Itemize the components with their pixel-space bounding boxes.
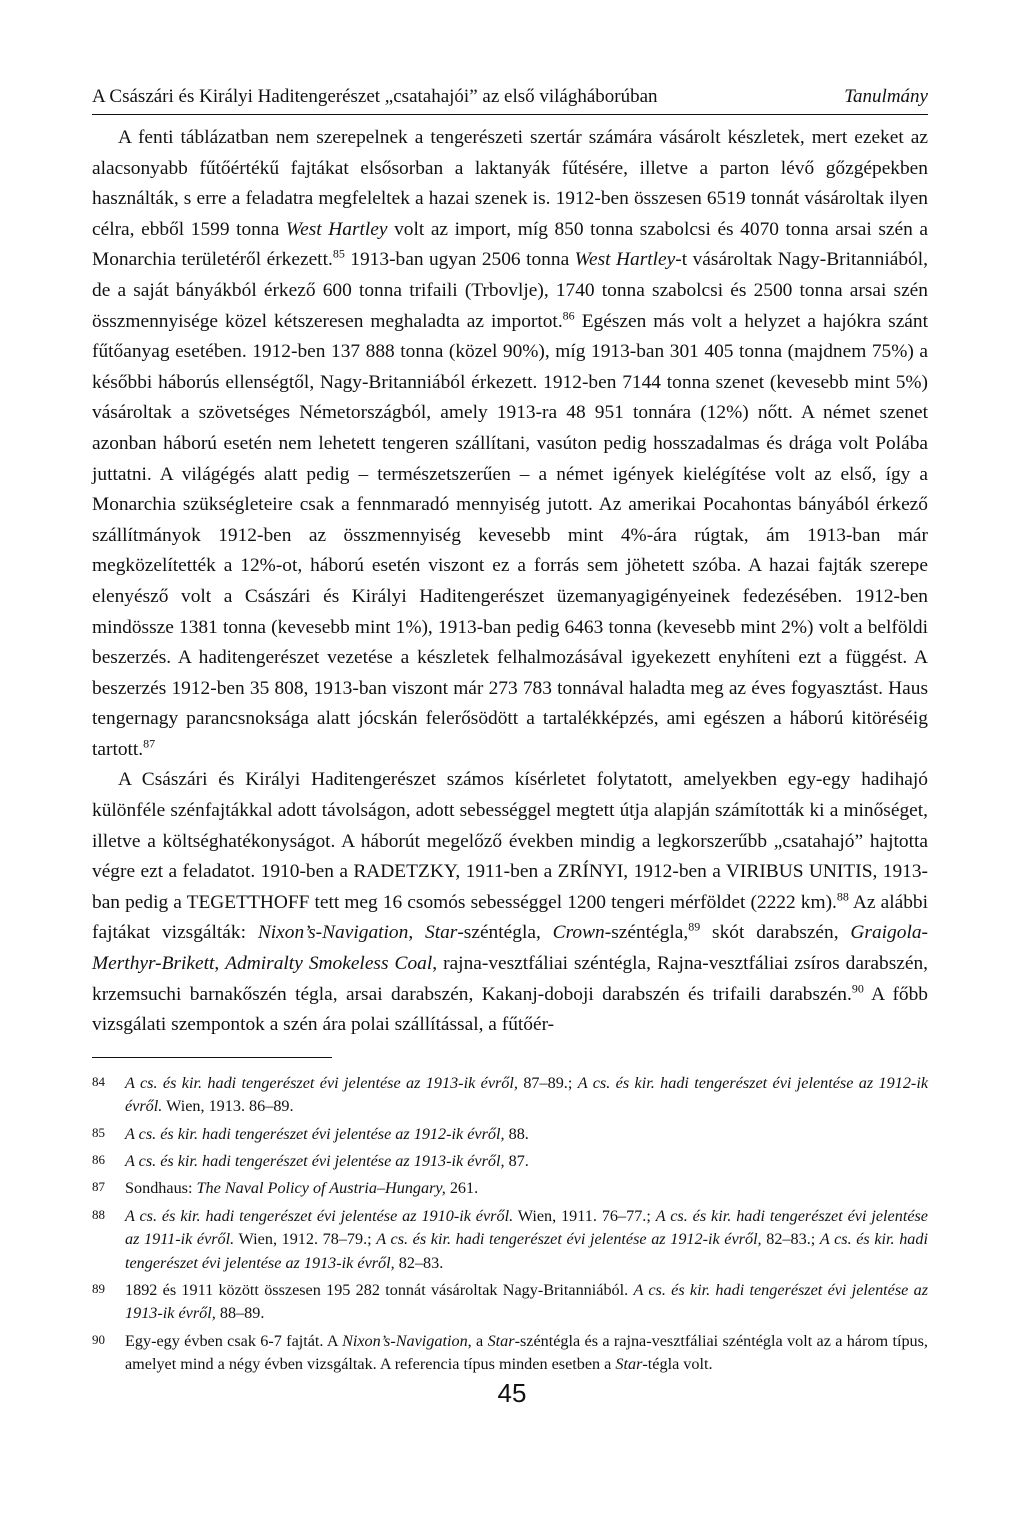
text-run: 261. [445, 1179, 479, 1198]
running-title: A Császári és Királyi Haditengerészet „csatahajói” az első világháborúban [92, 86, 658, 107]
text-run: skót darabszén, [700, 922, 851, 944]
italic-run: Star [425, 922, 458, 944]
footnote-90 [92, 1330, 928, 1377]
italic-run: A cs. és kir. hadi tengerészet évi jelentése az 1912-ik évről, [125, 1124, 505, 1143]
footnote-ref-85[interactable]: 85 [332, 246, 345, 261]
footnote-divider [92, 1057, 332, 1058]
text-run: -széntégla és a rajna-vesztfáliai széntégla volt az a három típus, amelyet mind a négy évben vizsgáltak. A referencia típus minden esetben a [125, 1331, 928, 1374]
footnote-ref-86[interactable]: 86 [562, 308, 575, 323]
footnote-88 [92, 1205, 928, 1275]
text-run: Wien, 1912. 78–79.; [234, 1230, 377, 1249]
footnote-89 [92, 1279, 928, 1326]
text-run: 82–83.; [761, 1230, 820, 1249]
footnote-text [125, 1330, 928, 1377]
italic-run: West Hartley [574, 249, 676, 271]
footnote-ref-89[interactable]: 89 [688, 919, 701, 934]
text-run: -tégla volt. [642, 1355, 713, 1374]
paragraph-2 [92, 765, 928, 1040]
footnote-number: 86 [92, 1152, 105, 1168]
text-run: A Császári és Királyi Haditengerészet számos kísérletet folytatott, amelyekben egy-egy hadihajó különféle szénfajtákkal adott távolságon, adott sebességgel megtett útja alapján számították ki a minőséget, illetve a költséghatékonyságot. A háborút megelőző években mindig a legkorszerűbb „csatahajó” hajtotta végre ezt a feladatot. 1910-ben a RADETZKY, 1911-ben a ZRÍNYI, 1912-ben a VIRIBUS UNITIS, 1913-ban pedig a TEGETTHOFF tett meg 16 csomós sebességgel 1200 tengeri mérföldet (2222 km). [92, 769, 928, 913]
text-run: 87–89.; [517, 1073, 578, 1092]
text-run: -széntégla, [604, 922, 689, 944]
footnotes [92, 1072, 928, 1377]
italic-run: A cs. és kir. hadi tengerészet évi jelentése az 1913-ik évről, [125, 1152, 505, 1171]
footnote-text [125, 1205, 928, 1275]
italic-run: A cs. és kir. hadi tengerészet évi jelentése az 1912-ik évről, [376, 1230, 762, 1249]
italic-run: Admiralty Smokeless Coal [225, 953, 433, 975]
italic-run: Crown [552, 922, 605, 944]
italic-run: The Naval Policy of Austria–Hungary, [196, 1179, 446, 1198]
text-run: Sondhaus: [125, 1179, 197, 1198]
text-run: 88–89. [215, 1304, 265, 1323]
footnote-number: 88 [92, 1206, 105, 1222]
running-header [92, 86, 928, 115]
footnote-text [125, 1072, 928, 1119]
text-run: Az alábbi fajtákat vizsgálták: [92, 891, 928, 944]
text-run: -széntégla, [457, 922, 553, 944]
text-run: -t vásároltak Nagy-Britanniából, de a saját bányákból érkező 600 tonna trifaili (Trbovlje), 1740 tonna szabolcsi és 2500 tonna arsai szén összmennyisége közel kétszeresen meghaladta az importot. [92, 249, 928, 332]
footnote-text [125, 1123, 928, 1146]
footnote-text [125, 1279, 928, 1326]
text-run: , a [467, 1331, 488, 1350]
footnote-number: 84 [92, 1073, 105, 1089]
body-text [92, 123, 928, 1041]
text-run: A fenti táblázatban nem szerepelnek a tengerészeti szertár számára vásárolt készletek, mert ezeket az alacsonyabb fűtőértékű fajtákat elsősorban a laktanyák fűtésére, illetve a parton lévő gőzgépekben használták, s erre a feladatra megfeleltek a hazai szenek is. 1912-ben összesen 6519 tonnát vásároltak ilyen célra, ebből 1599 tonna [92, 127, 928, 240]
page-number: 45 [497, 1378, 527, 1408]
footnote-ref-87[interactable]: 87 [143, 736, 156, 751]
italic-run: Graigola-Merthyr-Brikett [92, 922, 928, 975]
footnote-number: 90 [92, 1331, 105, 1347]
italic-run: A cs. és kir. hadi tengerészet évi jelentése az 1913-ik évről, [125, 1230, 928, 1272]
text-run: 82–83. [394, 1253, 444, 1272]
footnote-ref-90[interactable]: 90 [851, 981, 864, 996]
text-run: Egészen más volt a helyzet a hajókra szánt fűtőanyag esetében. 1912-ben 137 888 tonna (közel 90%), míg 1913-ban 301 405 tonna (majdnem 75%) a későbbi háborús ellenségtől, Nagy-Britanniából érkezett. 1912-ben 7144 tonna szenet (kevesebb mint 5%) vásároltak a szövetséges Németországból, amely 1913-ra 48 951 tonnára (12%) nőtt. A német szenet azonban háború esetén nem lehetett tengeren szállítani, vasúton pedig hosszadalmas és drága volt Polába juttatni. A világégés alatt pedig – természetszerűen – a német igények kielégítése volt az első, így a Monarchia szükségleteire csak a fennmaradó mennyiség jutott. Az amerikai Pocahontas bányából érkező szállítmányok 1912-ben az összmennyiség kevesebb mint 4%-ára rúgtak, ám 1913-ban már megközelítették a 12%-ot, háború esetén viszont ez a forrás sem jöhetett szóba. A hazai fajták szerepe elenyésző volt a Császári és Királyi Haditengerészet üzemanyagigényeinek fedezésében. 1912-ben mindössze 1381 tonna (kevesebb mint 1%), 1913-ban pedig 6463 tonna (kevesebb mint 2%) volt a belföldi beszerzés. A haditengerészet vezetése a készletek felhalmozásával igyekezett enyhíteni ezt a függést. A beszerzés 1912-ben 35 808, 1913-ban viszont már 273 783 tonnával haladta meg az éves fogyasztást. Haus tengernagy parancsnoksága alatt jócskán felerősödött a tartalékképzés, ami egészen a háború kitöréséig tartott. [92, 310, 928, 760]
footnote-number: 85 [92, 1124, 105, 1140]
footnote-ref-88[interactable]: 88 [836, 889, 849, 904]
text-run: Egy-egy évben csak 6-7 fajtát. A [125, 1331, 343, 1350]
italic-run: Star [487, 1331, 515, 1350]
italic-run: Star [615, 1355, 643, 1374]
italic-run: A cs. és kir. hadi tengerészet évi jelentése az 1913-ik évről, [125, 1281, 929, 1323]
footnote-86 [92, 1150, 928, 1173]
footnote-number: 87 [92, 1179, 105, 1195]
footnote-text [125, 1177, 928, 1200]
text-run: volt az import, míg 850 tonna szabolcsi és 4070 tonna arsai szén a Monarchia területéről érkezett. [92, 218, 929, 271]
text-run: 87. [504, 1152, 529, 1171]
italic-run: A cs. és kir. hadi tengerészet évi jelentése az 1910-ik évről. [125, 1206, 514, 1225]
section-label: Tanulmány [844, 86, 928, 107]
paragraph-1 [92, 123, 928, 765]
text-run: Wien, 1911. 76–77.; [513, 1206, 656, 1225]
footnote-85 [92, 1123, 928, 1146]
text-run: A főbb vizsgálati szempontok a szén ára polai szállítással, a fűtőér- [92, 983, 929, 1036]
italic-run: A cs. és kir. hadi tengerészet évi jelentése az 1911-ik évről. [125, 1206, 928, 1249]
italic-run: Nixon’s-Navigation [342, 1331, 468, 1350]
italic-run: A cs. és kir. hadi tengerészet évi jelentése az 1913-ik évről, [125, 1073, 518, 1092]
italic-run: West Hartley [285, 218, 388, 240]
text-run: , [214, 953, 226, 975]
italic-run: A cs. és kir. hadi tengerészet évi jelentése az 1912-ik évről. [125, 1073, 929, 1116]
page [92, 86, 928, 1381]
italic-run: Nixon’s-Navigation [257, 922, 409, 944]
text-run: 88. [504, 1124, 529, 1143]
text-run: 1913-ban ugyan 2506 tonna [344, 249, 575, 271]
text-run: , [408, 922, 426, 944]
footnote-number: 89 [92, 1281, 105, 1297]
footnote-text [125, 1150, 928, 1173]
text-run: Wien, 1913. 86–89. [162, 1097, 294, 1116]
footnote-87 [92, 1177, 928, 1200]
text-run: 1892 és 1911 között összesen 195 282 tonnát vásároltak Nagy-Britanniából. [125, 1281, 634, 1300]
text-run: , rajna-vesztfáliai széntégla, Rajna-vesztfáliai zsíros darabszén, krzemsuchi barnakőszén tégla, arsai darabszén, Kakanj-doboji darabszén és trifaili darabszén. [92, 953, 929, 1005]
footnote-84 [92, 1072, 928, 1119]
